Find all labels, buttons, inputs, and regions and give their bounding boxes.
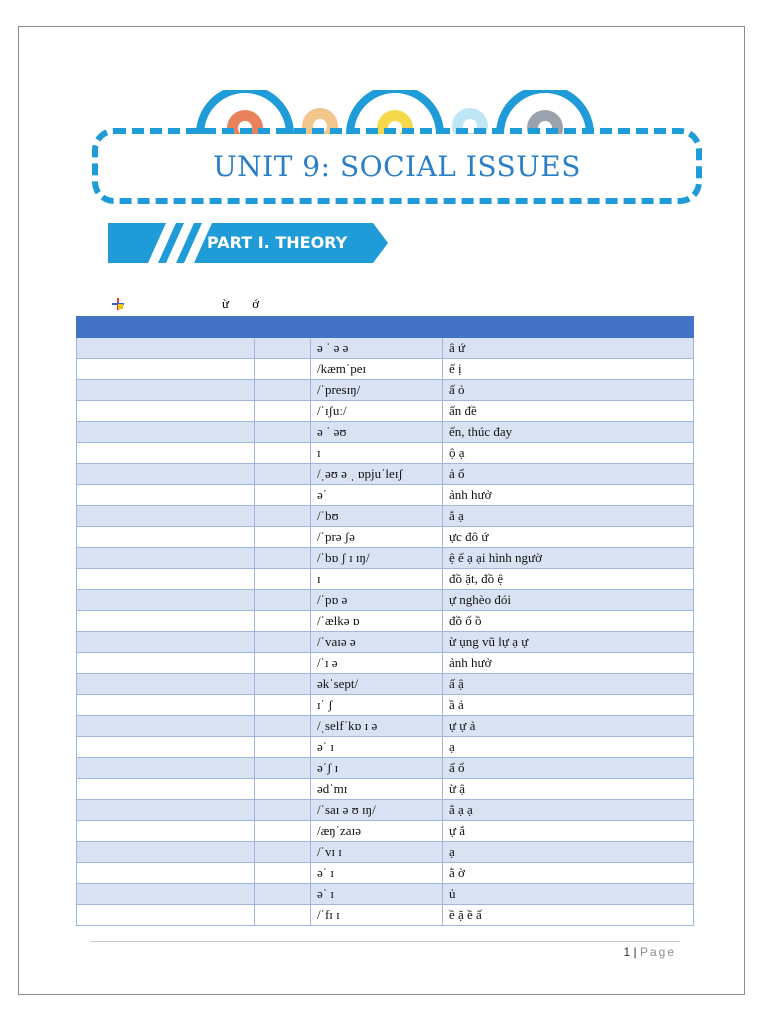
cell-type <box>255 548 311 569</box>
cell-pron: /kæmˈpeɪ <box>311 359 443 380</box>
cell-type <box>255 359 311 380</box>
cell-meaning: ực đô ứ <box>443 527 694 548</box>
table-row <box>77 695 694 716</box>
cell-meaning: ảnh hưở <box>443 485 694 506</box>
cell-pron: əˈ ɪ <box>311 884 443 905</box>
cell-type <box>255 569 311 590</box>
cell-meaning: ừ ụng vũ lự ạ ự <box>443 632 694 653</box>
cell-type <box>255 380 311 401</box>
cell-type <box>255 800 311 821</box>
table-row <box>77 443 694 464</box>
footer-divider <box>90 941 680 942</box>
cell-word <box>77 632 255 653</box>
cell-pron: /æŋˈzaɪə <box>311 821 443 842</box>
cell-type <box>255 674 311 695</box>
table-row <box>77 359 694 380</box>
table-row <box>77 506 694 527</box>
cell-type <box>255 443 311 464</box>
bullet-icon <box>112 298 124 310</box>
cell-pron: ə ˈ əʊ <box>311 422 443 443</box>
cell-pron: ə ˈ ə ə <box>311 338 443 359</box>
table-row <box>77 569 694 590</box>
cell-type <box>255 653 311 674</box>
cell-meaning: ắ ạ <box>443 506 694 527</box>
cell-meaning: ủ <box>443 884 694 905</box>
table-row <box>77 905 694 926</box>
cell-word <box>77 842 255 863</box>
table-row <box>77 611 694 632</box>
cell-word <box>77 569 255 590</box>
cell-meaning: ấ ậ <box>443 674 694 695</box>
cell-meaning: ự ắ <box>443 821 694 842</box>
cell-type <box>255 842 311 863</box>
cell-meaning: ấ ỏ <box>443 380 694 401</box>
cell-pron: /ˈvaɪə ə <box>311 632 443 653</box>
table-row <box>77 653 694 674</box>
cell-meaning: ằ ờ <box>443 863 694 884</box>
cell-pron: /ˈɪʃuː/ <box>311 401 443 422</box>
cell-meaning: ến, thúc đay <box>443 422 694 443</box>
cell-type <box>255 905 311 926</box>
table-row <box>77 548 694 569</box>
table-row <box>77 590 694 611</box>
cell-meaning: đồ ặt, đồ ệ <box>443 569 694 590</box>
cell-pron: /ˈfɪ ɪ <box>311 905 443 926</box>
header-cell <box>255 317 311 338</box>
table-row <box>77 737 694 758</box>
vocab-table-body <box>77 338 694 926</box>
cell-word <box>77 401 255 422</box>
cell-word <box>77 506 255 527</box>
cell-type <box>255 506 311 527</box>
cell-type <box>255 863 311 884</box>
cell-pron: /ˌəʊ ə ˌ ɒpjuˈleɪʃ <box>311 464 443 485</box>
cell-type <box>255 632 311 653</box>
cell-word <box>77 758 255 779</box>
table-row <box>77 800 694 821</box>
cell-meaning: ầ ả <box>443 695 694 716</box>
cell-word <box>77 737 255 758</box>
cell-meaning: ự ự ả <box>443 716 694 737</box>
cell-pron: /ˈɪ ə <box>311 653 443 674</box>
cell-meaning: ừ ậ <box>443 779 694 800</box>
cell-pron: /ˈælkə ɒ <box>311 611 443 632</box>
part-label: PART I. THEORY <box>207 233 348 252</box>
footer-separator: | <box>630 945 640 959</box>
table-row <box>77 338 694 359</box>
cell-type <box>255 590 311 611</box>
cell-pron: /ˈpresɪŋ/ <box>311 380 443 401</box>
cell-type <box>255 758 311 779</box>
cell-type <box>255 527 311 548</box>
cell-type <box>255 338 311 359</box>
cell-word <box>77 527 255 548</box>
cell-pron: /ˈvɪ ɪ <box>311 842 443 863</box>
table-header-row <box>77 317 694 338</box>
header-cell <box>311 317 443 338</box>
cell-pron: ɪ <box>311 569 443 590</box>
table-row <box>77 758 694 779</box>
cell-pron: əˈ ɪ <box>311 737 443 758</box>
cell-pron: əˈ ɪ <box>311 863 443 884</box>
header-cell <box>77 317 255 338</box>
cell-meaning: ệ ế ạ ại hình ngườ <box>443 548 694 569</box>
cell-word <box>77 338 255 359</box>
page-number: 1 <box>623 945 631 959</box>
table-row <box>77 380 694 401</box>
cell-meaning: ế ị <box>443 359 694 380</box>
cell-type <box>255 611 311 632</box>
cell-meaning: ề ặ ề ấ <box>443 905 694 926</box>
cell-word <box>77 863 255 884</box>
table-row <box>77 821 694 842</box>
table-row <box>77 632 694 653</box>
cell-pron: /ˈsaɪ ə ʊ ɪŋ/ <box>311 800 443 821</box>
cell-word <box>77 653 255 674</box>
cell-meaning: đồ ố ồ <box>443 611 694 632</box>
cell-meaning: â ứ <box>443 338 694 359</box>
cell-word <box>77 674 255 695</box>
cell-type <box>255 464 311 485</box>
cell-pron: /ˈbɒ ʃ ɪ ɪŋ/ <box>311 548 443 569</box>
cell-word <box>77 422 255 443</box>
page-label: Page <box>639 945 676 959</box>
cell-meaning: ảnh hưở <box>443 653 694 674</box>
cell-word <box>77 800 255 821</box>
cell-pron: /ˈprə ʃə <box>311 527 443 548</box>
unit-title-box <box>92 128 702 204</box>
cell-word <box>77 359 255 380</box>
cell-type <box>255 884 311 905</box>
cell-type <box>255 485 311 506</box>
cell-meaning: ấn đề <box>443 401 694 422</box>
cell-word <box>77 380 255 401</box>
cell-type <box>255 716 311 737</box>
header-cell <box>443 317 694 338</box>
cell-pron: ədˈmɪ <box>311 779 443 800</box>
cell-word <box>77 590 255 611</box>
cell-word <box>77 884 255 905</box>
cell-pron: əˈ <box>311 485 443 506</box>
table-row <box>77 674 694 695</box>
table-row <box>77 884 694 905</box>
cell-word <box>77 716 255 737</box>
cell-type <box>255 779 311 800</box>
table-row <box>77 842 694 863</box>
cell-pron: ɪˈ ʃ <box>311 695 443 716</box>
cell-meaning: ắ ạ ạ <box>443 800 694 821</box>
cell-pron: /ˈpɒ ə <box>311 590 443 611</box>
page-title: UNIT 9: SOCIAL ISSUES <box>213 149 581 183</box>
cell-word <box>77 779 255 800</box>
vocab-heading <box>112 296 269 312</box>
table-row <box>77 464 694 485</box>
cell-meaning: ả ố <box>443 464 694 485</box>
table-row <box>77 422 694 443</box>
cell-word <box>77 464 255 485</box>
table-row <box>77 863 694 884</box>
table-row <box>77 779 694 800</box>
page-footer <box>623 945 676 959</box>
cell-word <box>77 485 255 506</box>
table-row <box>77 716 694 737</box>
cell-type <box>255 695 311 716</box>
cell-word <box>77 905 255 926</box>
cell-meaning: ạ <box>443 737 694 758</box>
cell-word <box>77 443 255 464</box>
vocab-heading-text: ừ ớ <box>222 296 270 311</box>
cell-pron: əkˈsept/ <box>311 674 443 695</box>
cell-word <box>77 821 255 842</box>
cell-type <box>255 821 311 842</box>
cell-pron: ɪ <box>311 443 443 464</box>
cell-pron: əˈʃ ɪ <box>311 758 443 779</box>
cell-meaning: ộ ạ <box>443 443 694 464</box>
cell-pron: /ˌselfˈkɒ ɪ ə <box>311 716 443 737</box>
cell-type <box>255 401 311 422</box>
vocab-table <box>76 316 694 926</box>
table-row <box>77 401 694 422</box>
cell-meaning: ạ <box>443 842 694 863</box>
cell-word <box>77 695 255 716</box>
cell-meaning: ự nghèo đói <box>443 590 694 611</box>
cell-word <box>77 548 255 569</box>
cell-word <box>77 611 255 632</box>
table-row <box>77 485 694 506</box>
cell-type <box>255 422 311 443</box>
cell-meaning: ấ ổ <box>443 758 694 779</box>
cell-pron: /ˈbʊ <box>311 506 443 527</box>
cell-type <box>255 737 311 758</box>
table-row <box>77 527 694 548</box>
